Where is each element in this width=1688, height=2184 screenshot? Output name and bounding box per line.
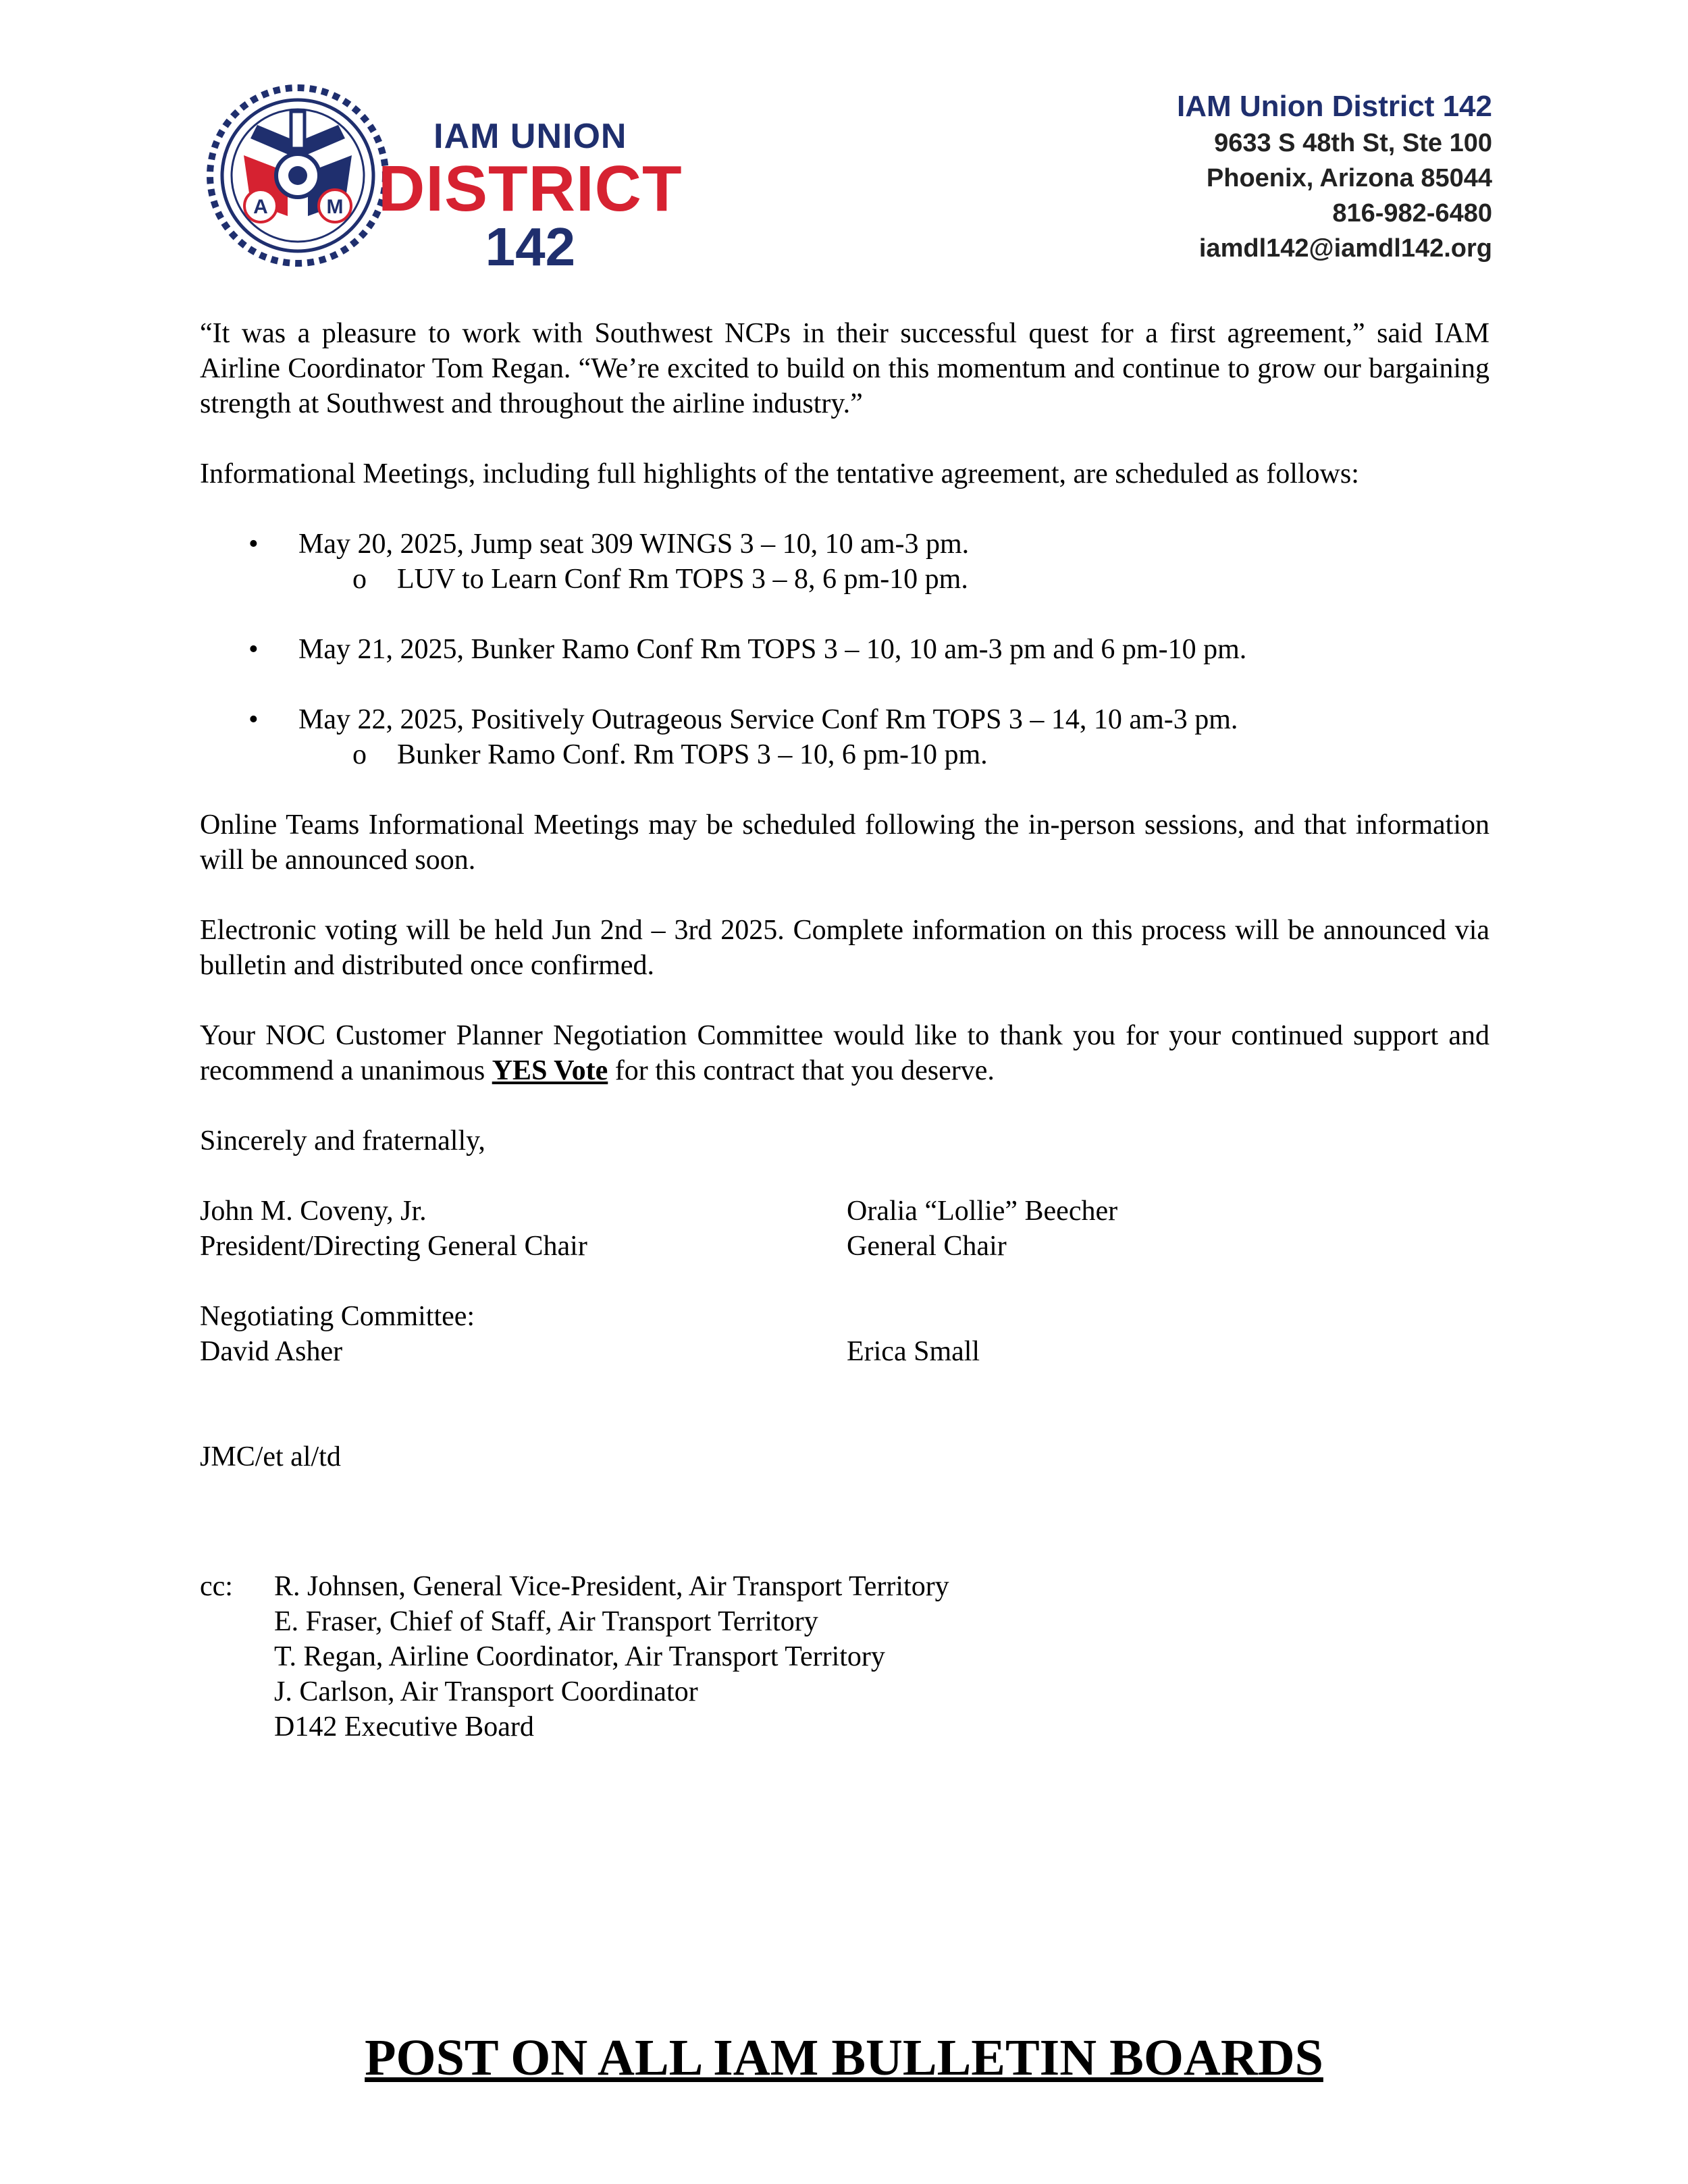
committee-text-before: Your NOC Customer Planner Negotiation Committee would like to thank you for your continued support and recommend a unanimous — [200, 1020, 1489, 1086]
cc-list — [274, 1569, 949, 1744]
list-item — [200, 702, 1489, 772]
brand-line-1: IAM UNION — [433, 117, 627, 156]
meeting-sub-text: LUV to Learn Conf Rm TOPS 3 – 8, 6 pm-10 pm. — [397, 564, 968, 595]
list-item — [200, 632, 1489, 667]
committee-member-left: David Asher — [200, 1336, 343, 1367]
voting-paragraph: Electronic voting will be held Jun 2nd – 3rd 2025. Complete information on this process will be announced via bulletin and distributed once confirmed. — [200, 915, 1489, 981]
signer-left-title: President/Directing General Chair — [200, 1231, 587, 1262]
cc-recipient: T. Regan, Airline Coordinator, Air Transport Territory — [274, 1641, 885, 1672]
quote-paragraph: “It was a pleasure to work with Southwest NCPs in their successful quest for a first agreement,” said IAM Airline Coordinator Tom Regan. “We’re excited to build on this momentum and continue to grow our bargaining strength at Southwest and throughout the airline industry.” — [200, 318, 1489, 419]
meeting-text: May 22, 2025, Positively Outrageous Service Conf Rm TOPS 3 – 14, 10 am-3 pm. — [298, 704, 1238, 735]
signer-left-name: John M. Coveny, Jr. — [200, 1196, 427, 1227]
committee-label: Negotiating Committee: — [200, 1301, 475, 1332]
committee-text-after: for this contract that you deserve. — [608, 1055, 995, 1086]
cc-block — [200, 1569, 1489, 1744]
city-state-zip: Phoenix, Arizona 85044 — [1206, 164, 1492, 192]
typist-initials: JMC/et al/td — [200, 1441, 341, 1472]
cc-recipient: D142 Executive Board — [274, 1711, 534, 1742]
brand-line-2: DISTRICT — [378, 153, 683, 225]
cc-label: cc: — [200, 1571, 233, 1602]
cc-recipient: E. Fraser, Chief of Staff, Air Transport Territory — [274, 1606, 818, 1637]
meeting-text: May 21, 2025, Bunker Ramo Conf Rm TOPS 3 – 10, 10 am-3 pm and 6 pm-10 pm. — [298, 634, 1247, 665]
email-address[interactable]: iamdl142@iamdl142.org — [1198, 234, 1492, 263]
sub-list-item — [298, 562, 1489, 597]
sub-bullet-icon: o — [352, 739, 367, 770]
logo-letter-m: M — [326, 196, 344, 218]
signature-block — [200, 1194, 1489, 1264]
sub-list-item — [298, 737, 1489, 772]
meeting-text: May 20, 2025, Jump seat 309 WINGS 3 – 10, 10 am-3 pm. — [298, 529, 970, 560]
phone-number: 816-982-6480 — [1332, 199, 1492, 228]
letterhead-address — [1177, 88, 1492, 266]
cc-recipient: R. Johnsen, General Vice-President, Air Transport Territory — [274, 1571, 949, 1602]
yes-vote-emphasis: YES Vote — [492, 1055, 608, 1086]
bullet-icon: • — [248, 704, 259, 735]
sub-bullet-icon: o — [352, 564, 367, 595]
brand-line-3: 142 — [485, 217, 576, 277]
list-item — [200, 527, 1489, 597]
cc-recipient: J. Carlson, Air Transport Coordinator — [274, 1676, 698, 1707]
meeting-sub-text: Bunker Ramo Conf. Rm TOPS 3 – 10, 6 pm-10 pm. — [397, 739, 988, 770]
online-paragraph: Online Teams Informational Meetings may be scheduled following the in-person sessions, and that information will be announced soon. — [200, 809, 1489, 876]
org-name: IAM Union District 142 — [1177, 90, 1492, 123]
letter-body — [200, 316, 1489, 1744]
post-notice: POST ON ALL IAM BULLETIN BOARDS — [365, 2029, 1323, 2086]
street-address: 9633 S 48th St, Ste 100 — [1214, 129, 1492, 157]
signer-right-title: General Chair — [847, 1231, 1007, 1262]
logo-letter-a: A — [253, 196, 268, 218]
meetings-list — [200, 527, 1489, 772]
committee-member-right: Erica Small — [847, 1336, 980, 1367]
committee-paragraph — [200, 1018, 1489, 1088]
meetings-intro: Informational Meetings, including full highlights of the tentative agreement, are scheduled as follows: — [200, 458, 1359, 489]
bullet-icon: • — [248, 634, 259, 665]
signer-right-name: Oralia “Lollie” Beecher — [847, 1196, 1118, 1227]
committee-block — [200, 1299, 1489, 1369]
closing-salutation: Sincerely and fraternally, — [200, 1125, 485, 1156]
bullet-icon: • — [248, 529, 259, 560]
brand-wordmark — [378, 117, 683, 277]
